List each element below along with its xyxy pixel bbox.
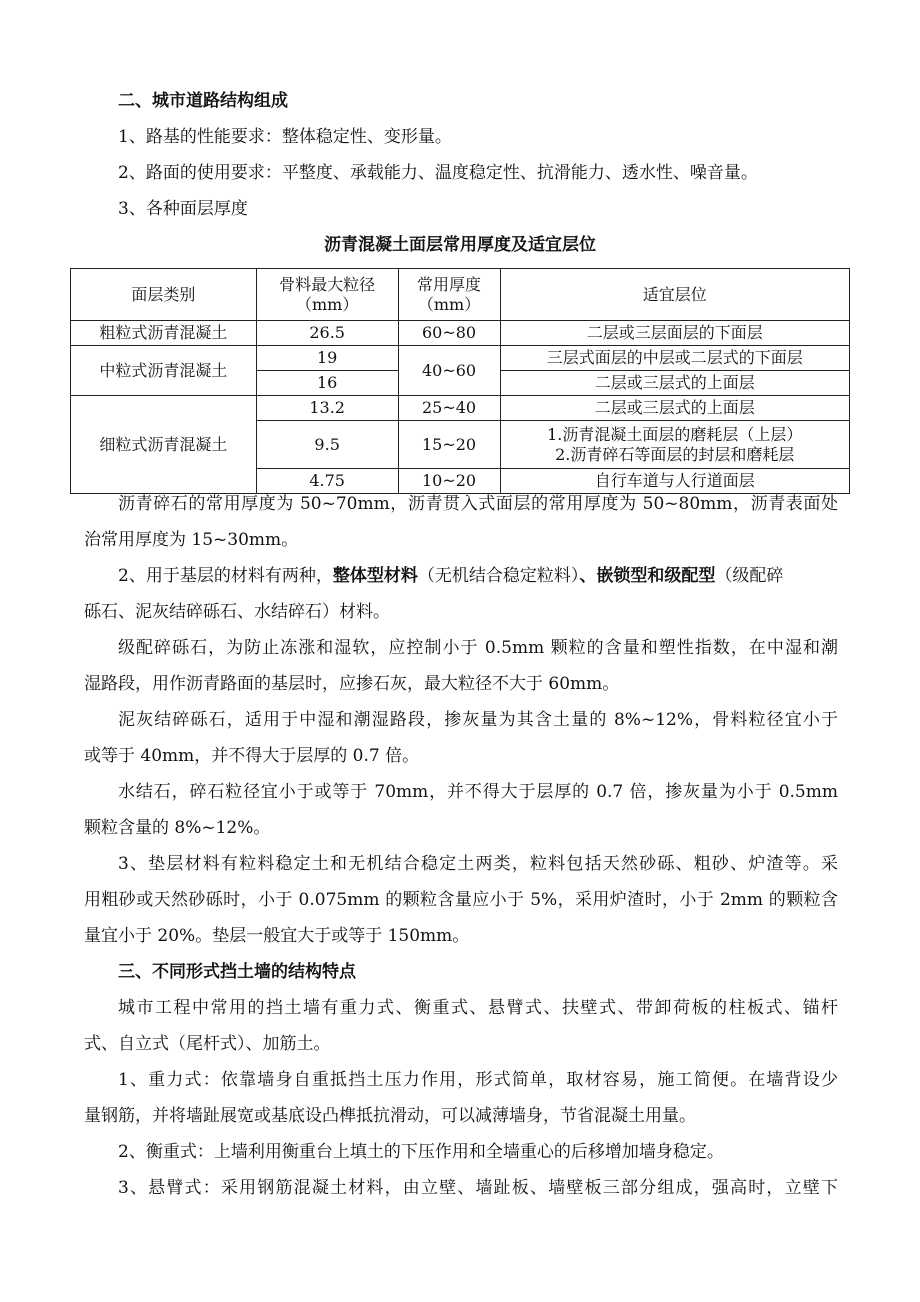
paragraph-line: 量钢筋，并将墙趾展宽或基底设凸榫抵抗滑动，可以减薄墙身，节省混凝土用量。 [84,1106,696,1126]
cell-size: 13.2 [256,396,398,421]
header-thickness: 常用厚度 （mm） [398,269,500,321]
table-title: 沥青混凝土面层常用厚度及适宜层位 [324,235,596,255]
layer-thickness-item: 3、各种面层厚度 [118,199,248,219]
cell-thickness: 60~80 [398,321,500,346]
header-category: 面层类别 [71,269,257,321]
section-heading-road-structure: 二、城市道路结构组成 [118,91,288,111]
table-row [71,396,850,421]
paragraph-line: 颗粒含量的 8%~12%。 [84,818,271,838]
cell-thickness: 25~40 [398,396,500,421]
paragraph-line: 或等于 40mm，并不得大于层厚的 0.7 倍。 [84,746,420,766]
paragraph-line: 治常用厚度为 15~30mm。 [84,530,299,550]
base-materials-line: 2、用于基层的材料有两种，整体型材料（无机结合稳定粒料）、嵌锁型和级配型（级配碎 [118,566,784,586]
header-aggregate-size: 骨料最大粒径 （mm） [256,269,398,321]
integral-material-term: 整体型材料 [332,566,418,586]
paragraph-line: 1、重力式：依靠墙身自重抵挡土压力作用，形式简单，取材容易，施工简便。在墙背设少 [118,1070,838,1090]
subgrade-requirements: 1、路基的性能要求：整体稳定性、变形量。 [118,127,452,147]
paragraph-line: 湿路段，用作沥青路面的基层时，应掺石灰，最大粒径不大于 60mm。 [84,674,620,694]
cell-layer: 1.沥青混凝土面层的磨耗层（上层） 2.沥青碎石等面层的封层和磨耗层 [500,421,849,469]
cell-thickness: 40~60 [398,346,500,396]
paragraph-line: 砾石、泥灰结碎砾石、水结碎石）材料。 [84,602,390,622]
cell-layer: 二层或三层式的上面层 [500,396,849,421]
paragraph-line: 量宜小于 20%。垫层一般宜大于或等于 150mm。 [84,926,470,946]
cell-layer: 自行车道与人行道面层 [500,469,849,494]
pavement-requirements: 2、路面的使用要求：平整度、承载能力、温度稳定性、抗滑能力、透水性、噪音量。 [118,163,758,183]
paragraph-line: 式、自立式（尾杆式）、加筋土。 [84,1034,331,1054]
section-heading-retaining-walls: 三、不同形式挡土墙的结构特点 [118,962,356,982]
table-row [71,346,850,371]
table-row [71,321,850,346]
cell-category: 细粒式沥青混凝土 [71,396,257,494]
paragraph-line: 泥灰结碎砾石，适用于中湿和潮湿路段，掺灰量为其含土量的 8%~12%，骨料粒径宜小于 [118,710,838,730]
cell-category: 中粒式沥青混凝土 [71,346,257,396]
cell-layer: 二层或三层式的上面层 [500,371,849,396]
paragraph-line: 级配碎砾石，为防止冻涨和湿软，应控制小于 0.5mm 颗粒的含量和塑性指数，在中湿和潮 [118,638,838,658]
paragraph-line: 3、悬臂式：采用钢筋混凝土材料，由立壁、墙趾板、墙壁板三部分组成，强高时，立壁下 [118,1178,838,1198]
cell-category: 粗粒式沥青混凝土 [71,321,257,346]
table-header-row [71,269,850,321]
cell-layer: 二层或三层面层的下面层 [500,321,849,346]
cell-size: 19 [256,346,398,371]
cell-size: 26.5 [256,321,398,346]
interlock-graded-term: 、嵌锁型和级配型 [579,566,716,586]
cell-thickness: 15~20 [398,421,500,469]
paragraph-line: 3、垫层材料有粒料稳定土和无机结合稳定土两类，粒料包括天然砂砾、粗砂、炉渣等。采 [118,854,838,874]
asphalt-thickness-table [70,268,850,494]
paragraph-line: 城市工程中常用的挡土墙有重力式、衡重式、悬臂式、扶壁式、带卸荷板的柱板式、锚杆 [118,998,838,1018]
cell-layer: 三层式面层的中层或二层式的下面层 [500,346,849,371]
paragraph-line: 2、衡重式：上墙利用衡重台上填土的下压作用和全墙重心的后移增加墙身稳定。 [118,1142,724,1162]
paragraph-line: 水结石，碎石粒径宜小于或等于 70mm，并不得大于层厚的 0.7 倍，掺灰量为小于 0.5mm [118,782,838,802]
paragraph-line: 沥青碎石的常用厚度为 50~70mm，沥青贯入式面层的常用厚度为 50~80mm，沥青表面处 [118,494,838,514]
paragraph-line: 用粗砂或天然砂砾时，小于 0.075mm 的颗粒含量应小于 5%，采用炉渣时，小于 2mm 的颗粒含 [84,890,838,910]
cell-size: 9.5 [256,421,398,469]
cell-thickness: 10~20 [398,469,500,494]
header-layer: 适宜层位 [500,269,849,321]
cell-size: 4.75 [256,469,398,494]
cell-size: 16 [256,371,398,396]
